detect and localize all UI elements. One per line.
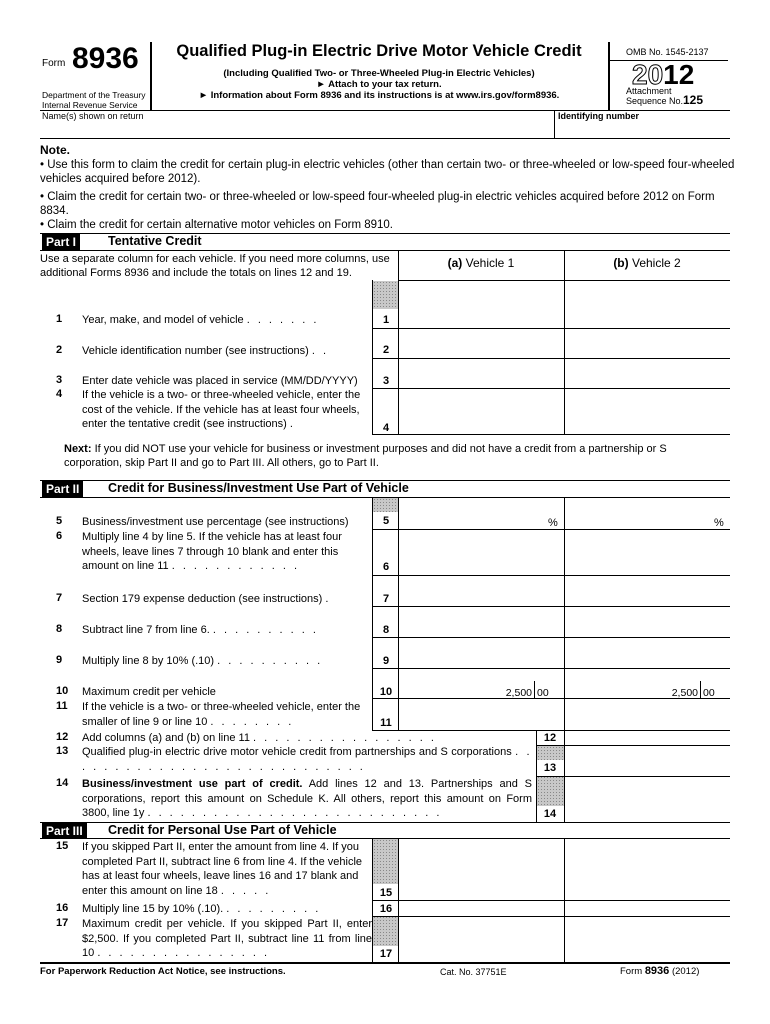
part2-title: Credit for Business/Investment Use Part of Vehicle — [108, 481, 409, 495]
dept-line2: Internal Revenue Service — [42, 100, 138, 110]
next-text: If you did NOT use your vehicle for business or investment purposes and did not have a credit from a partnership or S corporation, skip Part II and go to Part III. All others, go to Part II. — [64, 443, 667, 469]
note-title: Note. — [40, 143, 70, 157]
line-14-dots: . . . . . . . . . . . . . . . . . . . . . . . . . . . — [147, 807, 442, 819]
line-10-vehicle1-dollars: 2,500 — [505, 687, 532, 699]
identifying-number-field[interactable] — [556, 122, 728, 138]
line-9-label: Multiply line 8 by 10% (.10) — [82, 655, 215, 667]
line-9-number: 9 — [56, 654, 63, 666]
line-16-text — [82, 902, 372, 917]
tax-year-outline: 20 — [632, 59, 664, 90]
line-1-number: 1 — [56, 313, 63, 325]
line-14-label: Add lines 12 and 13. Partnerships and S corporations, report this amount on Schedule K. All others, report this amount on Form 3800, line 1y — [82, 778, 533, 819]
line-10-number: 10 — [56, 685, 69, 697]
column-b-letter: (b) — [613, 256, 629, 270]
line-9-dots: . . . . . . . . . . — [217, 655, 323, 667]
name-field[interactable] — [40, 122, 552, 138]
line-15-vehicle2-input[interactable] — [565, 884, 729, 900]
line-17-text — [82, 917, 372, 961]
paperwork-notice: For Paperwork Reduction Act Notice, see instructions. — [40, 966, 286, 977]
line-1-text — [82, 313, 372, 328]
line-5-percent-b: % — [714, 517, 724, 529]
line-17-dots: . . . . . . . . . . . . . . . . — [97, 947, 270, 959]
column-a-label: Vehicle 1 — [465, 256, 515, 270]
form-word: Form — [42, 58, 66, 69]
names-label: Name(s) shown on return — [42, 111, 144, 121]
line-6-box: 6 — [382, 561, 390, 573]
footer-form-word: Form — [620, 966, 643, 977]
line-4-dots: . — [289, 418, 296, 430]
part1-next-instruction — [64, 442, 704, 470]
part3-label: Part III — [42, 823, 87, 839]
line-14-bold-label: Business/investment use part of credit. — [82, 778, 303, 790]
line-15-vehicle1-input[interactable] — [399, 884, 563, 900]
line-12-number: 12 — [56, 731, 69, 743]
part2-label: Part II — [42, 481, 83, 497]
line-17-label: Maximum credit per vehicle. If you skipped Part II, enter $2,500. If you completed Part II, subtract line 11 from line 10 — [82, 918, 372, 959]
line-7-vehicle1-input[interactable] — [399, 588, 563, 606]
line-2-label: Vehicle identification number (see instructions) — [82, 345, 309, 357]
attach-instruction: ► Attach to your tax return. — [316, 79, 442, 90]
line-7-label: Section 179 expense deduction (see instructions) — [82, 593, 323, 605]
line-5-number: 5 — [56, 515, 63, 527]
line-13-text — [82, 745, 532, 774]
line-12-label: Add columns (a) and (b) on line 11 — [82, 732, 250, 744]
line-10-vehicle2-dollars: 2,500 — [671, 687, 698, 699]
line-8-label: Subtract line 7 from line 6. — [82, 624, 210, 636]
line-14-text — [82, 777, 532, 821]
line-7-number: 7 — [56, 592, 63, 604]
line-9-text — [82, 654, 372, 669]
note-item-3: • Claim the credit for certain alternative motor vehicles on Form 8910. — [40, 219, 394, 231]
catalog-number: Cat. No. 37751E — [440, 967, 507, 977]
line-6-dots: . . . . . . . . . . . . — [171, 560, 300, 572]
line-10-vehicle1-cents: 00 — [537, 687, 549, 699]
line-11-number: 11 — [56, 700, 68, 712]
column-b-header — [564, 256, 730, 270]
line-3-number: 3 — [56, 374, 63, 386]
line-8-text — [82, 623, 372, 638]
line-5-text: Business/investment use percentage (see instructions) — [82, 516, 349, 528]
line-1-vehicle2-input[interactable] — [565, 310, 729, 328]
line-17-number: 17 — [56, 917, 69, 929]
line-4-text — [82, 388, 372, 432]
line-10-box: 10 — [379, 686, 393, 698]
line-15-text — [82, 840, 372, 898]
line-1-vehicle1-input[interactable] — [399, 310, 563, 328]
part1-label: Part I — [42, 234, 80, 250]
line-13-label: Qualified plug-in electric drive motor vehicle credit from partnerships and S corporations — [82, 746, 512, 758]
line-12-total-input[interactable] — [565, 731, 729, 745]
line-6-vehicle2-input[interactable] — [565, 555, 729, 575]
line-14-box: 14 — [543, 808, 557, 820]
line-1-box: 1 — [382, 314, 390, 326]
line-8-number: 8 — [56, 623, 63, 635]
line-6-number: 6 — [56, 530, 63, 542]
line-4-label: If the vehicle is a two- or three-wheeled vehicle, enter the cost of the vehicle. If the vehicle has at least four wheels, enter the tentative credit (see instructions) — [82, 389, 361, 430]
line-13-box: 13 — [543, 762, 557, 774]
column-a-letter: (a) — [447, 256, 463, 270]
line-13-input[interactable] — [565, 760, 729, 776]
line-7-vehicle2-input[interactable] — [565, 588, 729, 606]
line-17-box: 17 — [379, 948, 393, 960]
line-4-number: 4 — [56, 388, 63, 400]
line-10-vehicle2-cents: 00 — [703, 687, 715, 699]
line-9-vehicle1-input[interactable] — [399, 650, 563, 668]
line-3-box: 3 — [382, 375, 390, 387]
line-16-box: 16 — [379, 903, 393, 915]
line-6-vehicle1-input[interactable] — [399, 555, 563, 575]
line-17-vehicle1-input[interactable] — [399, 946, 563, 962]
line-5-percent-a: % — [548, 517, 558, 529]
line-11-text — [82, 700, 372, 729]
dept-line1: Department of the Treasury — [42, 90, 146, 100]
line-16-label: Multiply line 15 by 10% (.10). — [82, 903, 224, 915]
line-2-vehicle1-input[interactable] — [399, 340, 563, 358]
line-15-dots: . . . . . — [220, 884, 271, 897]
line-11-vehicle2-input[interactable] — [565, 712, 729, 730]
sequence-number: 125 — [683, 93, 704, 107]
line-5-vehicle1-input[interactable] — [399, 512, 549, 530]
footer-form-id — [620, 965, 699, 977]
line-5-box: 5 — [382, 515, 390, 527]
column-b-label: Vehicle 2 — [631, 256, 681, 270]
sequence-label: Sequence No. — [626, 96, 684, 106]
line-13-number: 13 — [56, 745, 69, 757]
line-11-dots: . . . . . . . . — [210, 715, 294, 728]
column-a-header — [398, 256, 564, 270]
part1-title: Tentative Credit — [108, 234, 202, 248]
line-8-box: 8 — [382, 624, 390, 636]
note-item-2: • Claim the credit for certain two- or three-wheeled or low-speed four-wheeled plug-in electric vehicles acquired before 2012 on Form 8834. — [40, 191, 715, 217]
next-label: Next: — [64, 443, 92, 455]
line-10-text: Maximum credit per vehicle — [82, 686, 216, 698]
line-8-vehicle1-input[interactable] — [399, 619, 563, 637]
line-7-box: 7 — [382, 593, 390, 605]
tax-year-bold: 12 — [663, 59, 695, 90]
line-17-vehicle2-input[interactable] — [565, 946, 729, 962]
omb-number: OMB No. 1545-2137 — [626, 47, 709, 57]
footer-form-number: 8936 — [644, 965, 670, 977]
note-item-1: • Use this form to claim the credit for certain plug-in electric vehicles (other than certain two- or three-wheeled or low-speed four-wheeled vehicles acquired before 2012). — [40, 159, 735, 185]
line-4-vehicle1-input[interactable] — [399, 414, 563, 434]
line-7-text — [82, 592, 372, 607]
line-11-label: If the vehicle is a two- or three-wheeled vehicle, enter the smaller of line 9 or line 10 — [82, 701, 361, 728]
line-15-label: If you skipped Part II, enter the amount from line 4. If you completed Part II, subtract line 6 from line 4. If the vehicle has at least four wheels, leave lines 16 and 17 blank and enter this amount on line 18 — [82, 841, 363, 897]
part1-intro: Use a separate column for each vehicle. If you need more columns, use additional Forms 8936 and include the totals on lines 12 and 19. — [40, 253, 390, 279]
id-label: Identifying number — [558, 111, 639, 121]
line-11-box: 11 — [380, 717, 392, 729]
attachment-label: Attachment — [626, 86, 672, 96]
line-9-box: 9 — [382, 655, 390, 667]
line-4-box: 4 — [382, 422, 390, 434]
line-2-vehicle2-input[interactable] — [565, 340, 729, 358]
line-16-vehicle2-input[interactable] — [565, 901, 729, 915]
form-number: 8936 — [72, 42, 139, 75]
line-12-dots: . . . . . . . . . . . . . . . . . — [253, 732, 437, 744]
line-9-vehicle2-input[interactable] — [565, 650, 729, 668]
line-3-vehicle2-input[interactable] — [565, 370, 729, 388]
line-16-number: 16 — [56, 902, 69, 914]
line-2-box: 2 — [382, 344, 390, 356]
part3-title: Credit for Personal Use Part of Vehicle — [108, 823, 337, 837]
line-3-vehicle1-input[interactable] — [399, 370, 563, 388]
line-2-text — [82, 344, 372, 359]
line-15-box: 15 — [379, 887, 393, 899]
line-2-dots: . . — [311, 345, 329, 357]
line-7-dots: . — [325, 593, 331, 605]
line-11-vehicle1-input[interactable] — [399, 712, 563, 730]
form-subtitle: (Including Qualified Two- or Three-Wheeled Plug-in Electric Vehicles) — [223, 68, 535, 79]
line-2-number: 2 — [56, 344, 63, 356]
line-6-label: Multiply line 4 by line 5. If the vehicle has at least four wheels, leave lines 7 through 10 blank and enter this amount on line 11 — [82, 531, 342, 572]
line-8-vehicle2-input[interactable] — [565, 619, 729, 637]
line-16-dots: . . . . . . . . . — [226, 903, 321, 915]
line-1-dots: . . . . . . . — [246, 314, 319, 326]
line-3-text: Enter date vehicle was placed in service (MM/DD/YYYY) — [82, 375, 358, 387]
footer-year: (2012) — [671, 966, 700, 977]
line-6-text — [82, 530, 372, 574]
form-title: Qualified Plug-in Electric Drive Motor Vehicle Credit — [176, 42, 582, 60]
line-12-box: 12 — [543, 732, 557, 744]
line-14-number: 14 — [56, 777, 69, 789]
line-4-vehicle2-input[interactable] — [565, 414, 729, 434]
line-5-vehicle2-input[interactable] — [565, 512, 715, 530]
line-8-dots: . . . . . . . . . . — [212, 624, 319, 636]
line-15-number: 15 — [56, 840, 69, 852]
info-instruction: ► Information about Form 8936 and its instructions is at www.irs.gov/form8936. — [198, 90, 560, 101]
line-16-vehicle1-input[interactable] — [399, 901, 563, 915]
line-12-text — [82, 731, 532, 746]
line-13-dots: . . . . . . . . . . . . . . . . . . . . . . . . . . . . — [82, 746, 533, 773]
line-14-input[interactable] — [565, 806, 729, 822]
line-1-label: Year, make, and model of vehicle — [82, 314, 244, 326]
